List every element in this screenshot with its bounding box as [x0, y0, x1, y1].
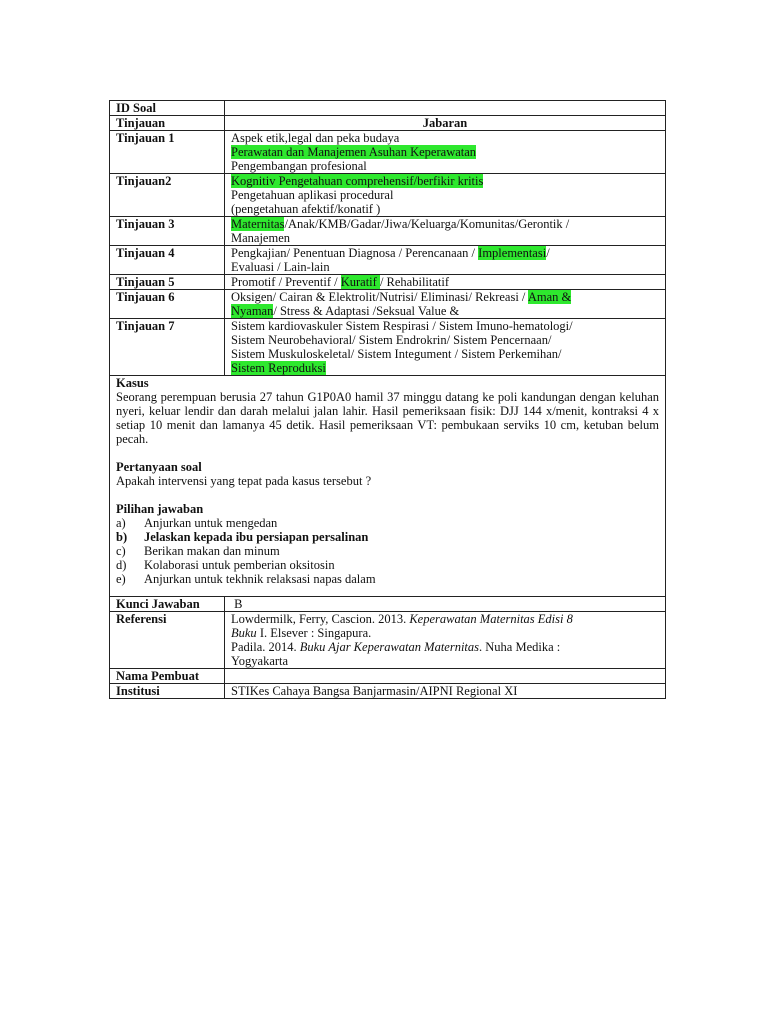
referensi-row [110, 612, 666, 669]
tinjauan-3-label: Tinjauan 3 [110, 217, 225, 246]
ref2-author: Padila. 2014. [231, 640, 300, 654]
kunci-row [110, 597, 666, 612]
ref2-publisher: . Nuha Medika : [479, 640, 561, 654]
id-value [225, 101, 666, 116]
t7-line2: Sistem Neurobehavioral/ Sistem Endrokrin/ Sistem Pencernaan/ [231, 333, 552, 347]
option-d: d) Kolaborasi untuk pemberian oksitosin [116, 558, 335, 572]
tinjauan-6-value [225, 290, 666, 319]
option-b: b) Jelaskan kepada ibu persiapan persalinan [116, 530, 369, 544]
tinjauan-7-label: Tinjauan 7 [110, 319, 225, 376]
ref2-title: Buku Ajar Keperawatan Maternitas [299, 640, 480, 654]
case-text: Seorang perempuan berusia 27 tahun G1P0A0 hamil 37 minggu datang ke poli kandungan dengan keluhan nyeri, keluar lendir dan darah melalui jalan lahir. Hasil pemeriksaan fisik: DJJ 144 x/menit, kontraksi 4 x setiap 10 menit dan lamanya 45 detik. Hasil pemeriksaan VT: pembukaan serviks 10 cm, ketuban belum pecah. [116, 390, 659, 446]
tinjauan-5-value [225, 275, 666, 290]
t5-post: / Rehabilitatif [379, 275, 450, 289]
institusi-value: STIKes Cahaya Bangsa Banjarmasin/AIPNI Regional XI [225, 684, 666, 699]
header-row [110, 116, 666, 131]
tinjauan-2-value [225, 174, 666, 217]
question-title: Pertanyaan soal [116, 460, 202, 474]
case-cell [110, 376, 666, 597]
ref1-title: Keperawatan Maternitas Edisi 8 [409, 612, 573, 626]
option-a: a) Anjurkan untuk mengedan [116, 516, 278, 530]
tinjauan-5-label: Tinjauan 5 [110, 275, 225, 290]
tinjauan-6-label: Tinjauan 6 [110, 290, 225, 319]
ref2-city: Yogyakarta [231, 654, 289, 668]
option-c: c) Berikan makan dan minum [116, 544, 280, 558]
t4-pre: Pengkajian/ Penentuan Diagnosa / Perencanaan / [231, 246, 479, 260]
tinjauan-1-value [225, 131, 666, 174]
tinjauan-6-row [110, 290, 666, 319]
t7-highlight: Sistem Reproduksi [231, 361, 326, 375]
t7-line1: Sistem kardiovaskuler Sistem Respirasi / Sistem Imuno-hematologi/ [231, 319, 573, 333]
ref1-publisher: I. Elsever : Singapura. [256, 626, 372, 640]
tinjauan-1-label: Tinjauan 1 [110, 131, 225, 174]
t6-post: / Stress & Adaptasi /Seksual Value & [273, 304, 460, 318]
t1-line1: Aspek etik,legal dan peka budaya [231, 131, 400, 145]
tinjauan-4-value [225, 246, 666, 275]
institusi-row [110, 684, 666, 699]
tinjauan-4-label: Tinjauan 4 [110, 246, 225, 275]
id-label: ID Soal [110, 101, 225, 116]
tinjauan-3-value [225, 217, 666, 246]
kunci-label: Kunci Jawaban [110, 597, 225, 612]
t2-line3: (pengetahuan afektif/konatif ) [231, 202, 381, 216]
t7-line3: Sistem Muskuloskeletal/ Sistem Integument / Sistem Perkemihan/ [231, 347, 562, 361]
t1-highlight: Perawatan dan Manajemen Asuhan Keperawatan [231, 145, 477, 159]
tinjauan-7-value [225, 319, 666, 376]
ref1-author: Lowdermilk, Ferry, Cascion. 2013. [231, 612, 410, 626]
referensi-label: Referensi [110, 612, 225, 669]
t6-pre: Oksigen/ Cairan & Elektrolit/Nutrisi/ Eliminasi/ Rekreasi / [231, 290, 528, 304]
pembuat-row [110, 669, 666, 684]
kunci-value: B [225, 597, 666, 612]
tinjauan-2-label: Tinjauan2 [110, 174, 225, 217]
case-title: Kasus [116, 376, 149, 390]
question-table [109, 100, 666, 699]
institusi-label: Institusi [110, 684, 225, 699]
t3-line2: Manajemen [231, 231, 291, 245]
id-row [110, 101, 666, 116]
tinjauan-4-row [110, 246, 666, 275]
t6-highlight-2: Nyaman [231, 304, 274, 318]
t3-highlight: Maternitas [231, 217, 285, 231]
t2-line2: Pengetahuan aplikasi procedural [231, 188, 394, 202]
t4-line2: Evaluasi / Lain-lain [231, 260, 330, 274]
t6-highlight-1: Aman & [527, 290, 572, 304]
tinjauan-3-row [110, 217, 666, 246]
tinjauan-1-row [110, 131, 666, 174]
tinjauan-2-row [110, 174, 666, 217]
t3-rest: /Anak/KMB/Gadar/Jiwa/Keluarga/Komunitas/Gerontik / [284, 217, 570, 231]
option-e: e) Anjurkan untuk tekhnik relaksasi napas dalam [116, 572, 376, 586]
t4-highlight: Implementasi [478, 246, 547, 260]
t1-line3: Pengembangan profesional [231, 159, 367, 173]
ref1-title-2: Buku [231, 626, 257, 640]
tinjauan-7-row [110, 319, 666, 376]
tinjauan-5-row [110, 275, 666, 290]
pembuat-value [225, 669, 666, 684]
t2-highlight: Kognitiv Pengetahuan comprehensif/berfikir kritis [231, 174, 484, 188]
t5-highlight: Kuratif [340, 275, 380, 289]
pembuat-label: Nama Pembuat [110, 669, 225, 684]
case-row [110, 376, 666, 597]
t5-pre: Promotif / Preventif / [231, 275, 341, 289]
jabaran-header: Jabaran [225, 116, 666, 131]
question-text: Apakah intervensi yang tepat pada kasus tersebut ? [116, 474, 372, 488]
referensi-value [225, 612, 666, 669]
tinjauan-header: Tinjauan [110, 116, 225, 131]
options-title: Pilihan jawaban [116, 502, 204, 516]
t4-post: / [546, 246, 550, 260]
